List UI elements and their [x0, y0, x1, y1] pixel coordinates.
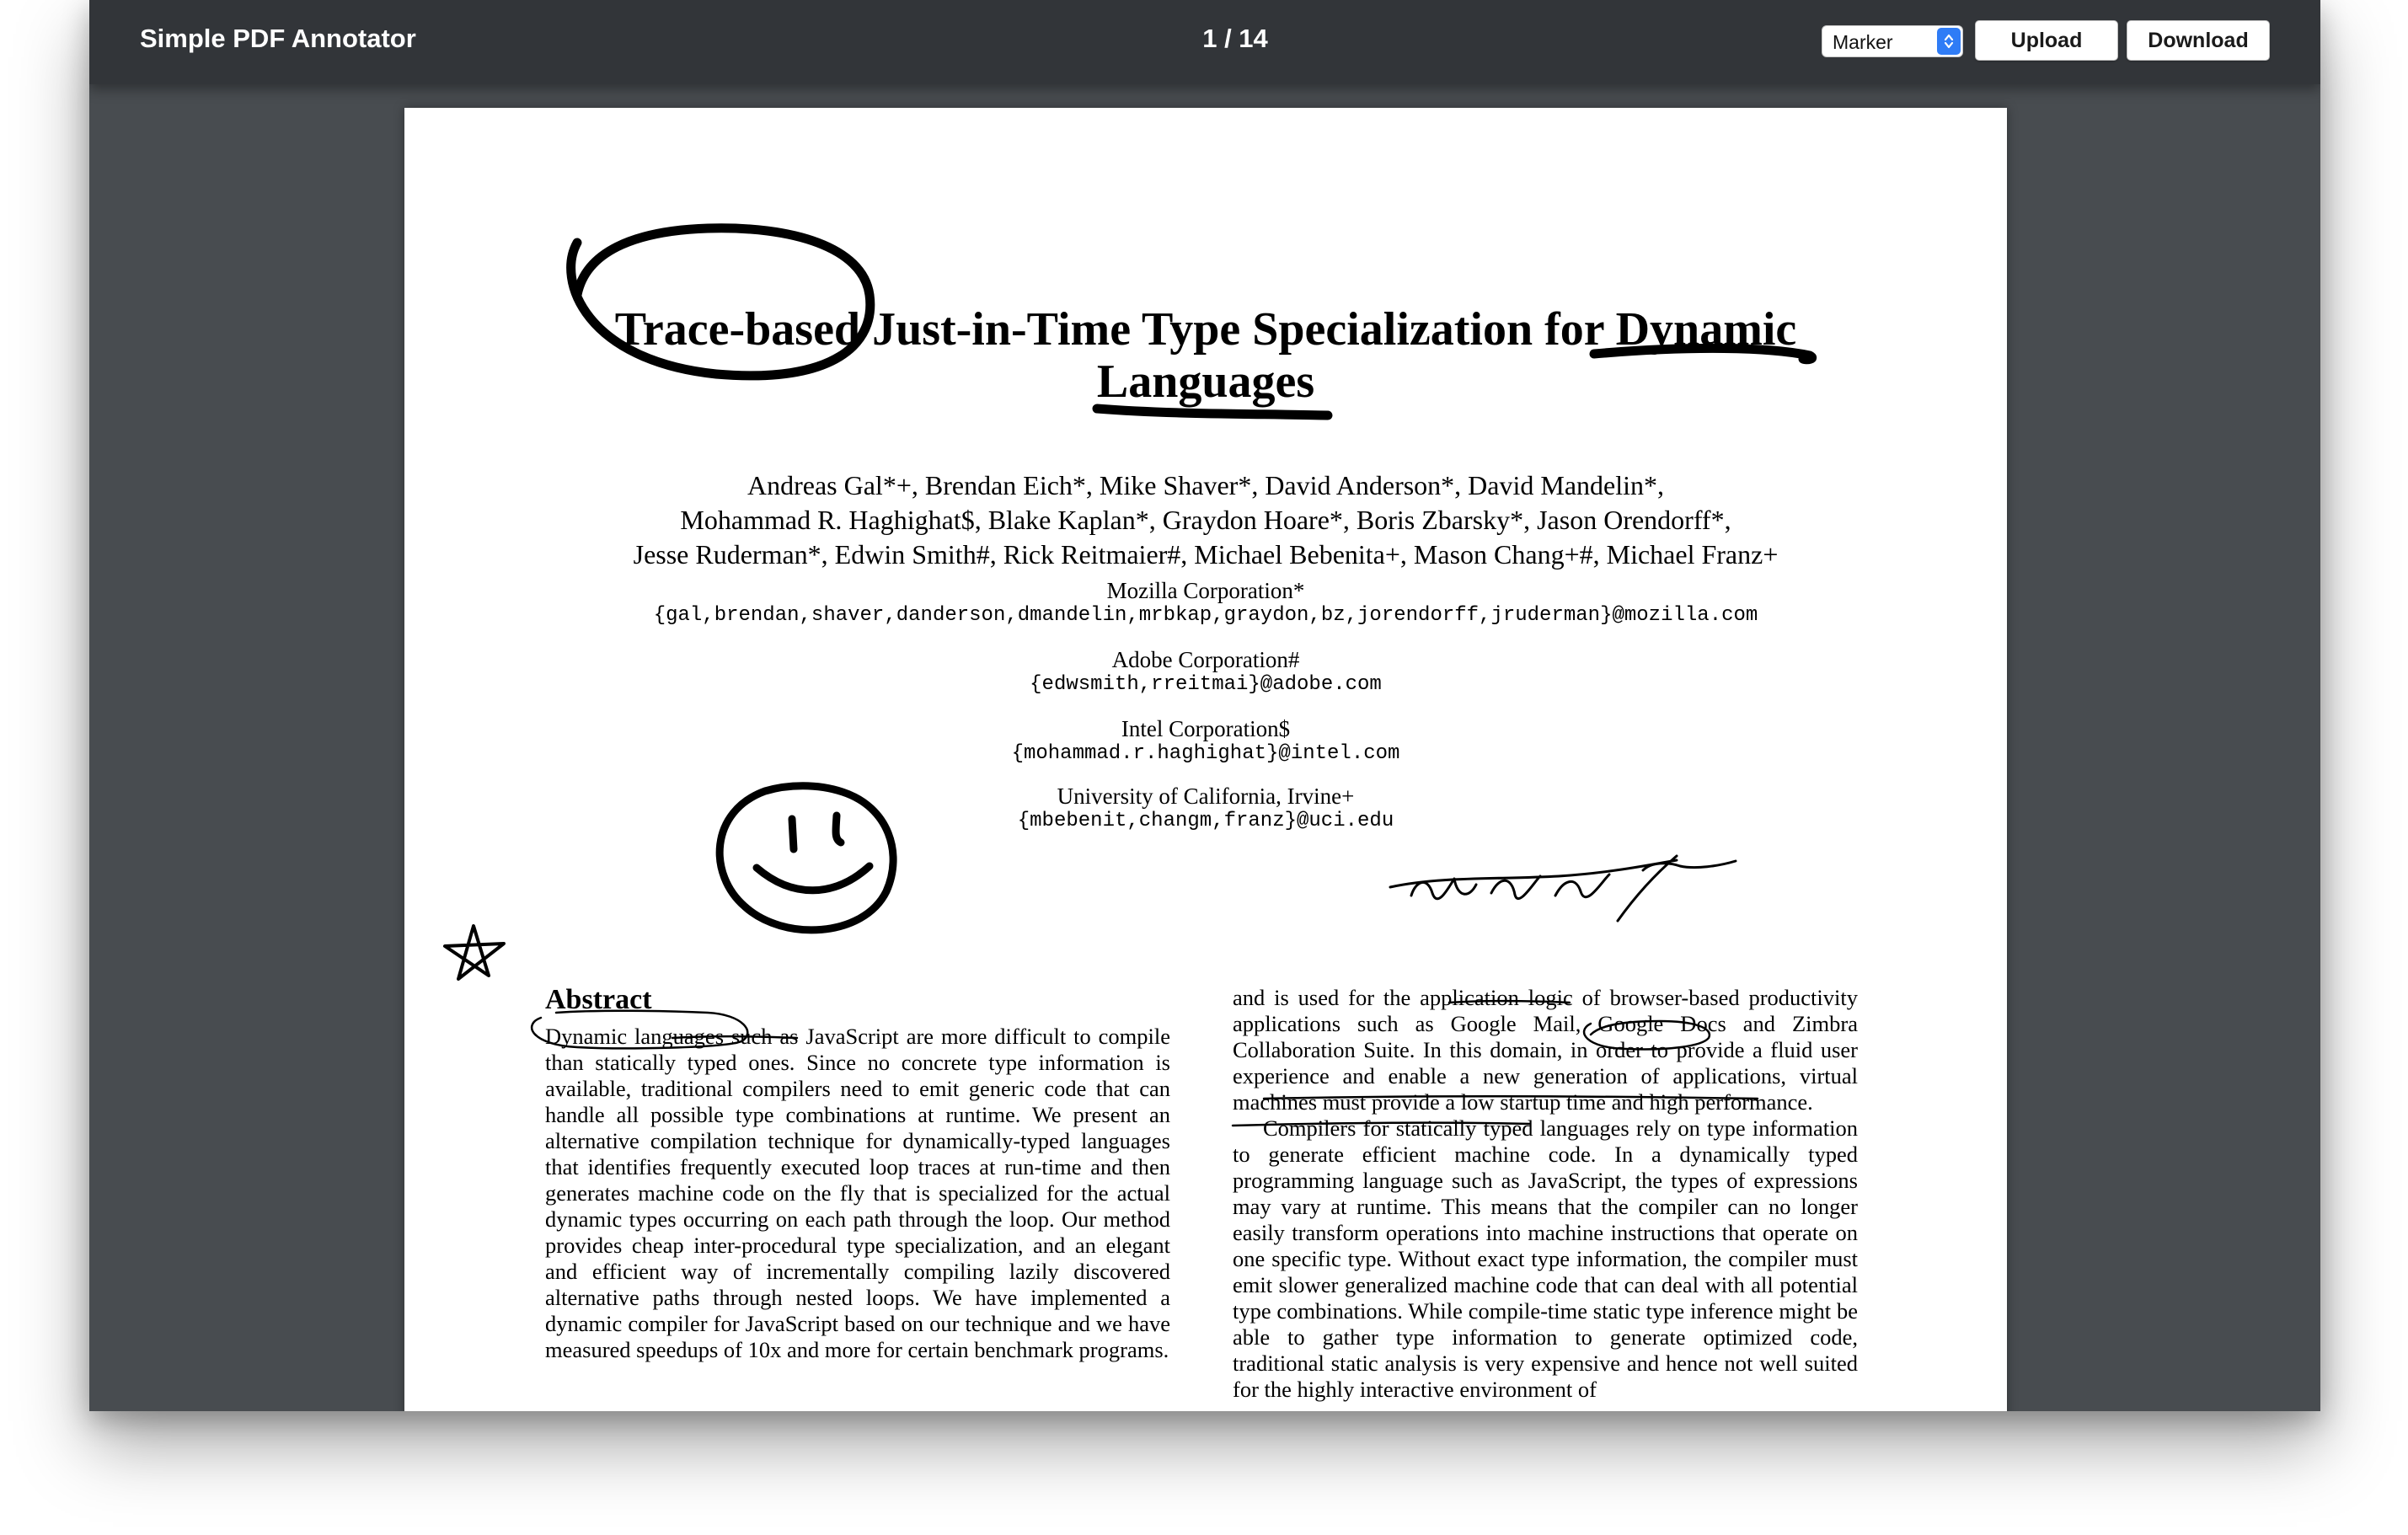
tool-select-value: Marker — [1833, 31, 1893, 53]
upload-button[interactable]: Upload — [1975, 20, 2118, 61]
author-list — [404, 468, 2007, 572]
underline-annotation — [1097, 409, 1328, 415]
affiliation-email: {mbebenit,changm,franz}@uci.edu — [1017, 810, 1394, 832]
download-button[interactable]: Download — [2127, 20, 2270, 61]
tool-select[interactable] — [1822, 25, 1963, 57]
abstract-body — [545, 1024, 1170, 1363]
toolbar — [89, 0, 2320, 84]
affiliation-email: {edwsmith,rreitmai}@adobe.com — [1030, 673, 1382, 696]
abstract-paragraph: Dynamic languages such as JavaScript are more difficult to compile than statically typed ones. Since no concrete type information is available, traditional compilers need to emit generic code that can handle all possible type combinations at runtime. We present an alternative compilation technique for dynamically-typed languages that identifies frequently executed loop traces at run-time and then generates machine code on the fly that is specialized for the actual dynamic types occurring on each path through the loop. Our method provides cheap inter-procedural type specialization, and an elegant and efficient way of incrementally compiling lazily discovered alternative paths through nested loops. We have implemented a dynamic compiler for JavaScript based on our technique and we have measured speedups of 10x and more for certain benchmark programs. — [545, 1024, 1170, 1362]
pdf-page[interactable] — [404, 108, 2007, 1411]
affiliation-name: Mozilla Corporation* — [1106, 578, 1305, 603]
right-column-body — [1233, 985, 1858, 1403]
authors-line-1: Andreas Gal*+, Brendan Eich*, Mike Shaver*, David Anderson*, David Mandelin*, — [746, 470, 1665, 500]
authors-line-2: Mohammad R. Haghighat$, Blake Kaplan*, Graydon Hoare*, Boris Zbarsky*, Jason Orendorff*, — [680, 505, 1731, 535]
star-drawing — [445, 926, 504, 979]
affiliation-name: University of California, Irvine+ — [1057, 784, 1355, 809]
paper-title — [404, 303, 2007, 408]
select-arrows-icon — [1937, 28, 1961, 55]
paper-title-line-2: Languages — [1096, 356, 1315, 408]
paper-title-line-1: Trace-based Just-in-Time Type Specialization for Dynamic — [614, 303, 1797, 356]
abstract-heading: Abstract — [545, 984, 652, 1015]
signature-drawing — [1390, 856, 1736, 921]
authors-line-3: Jesse Ruderman*, Edwin Smith#, Rick Reitmaier#, Michael Bebenita+, Mason Chang+#, Michael Franz+ — [633, 539, 1779, 570]
app-window — [89, 0, 2320, 1411]
affiliation-email: {mohammad.r.haghighat}@intel.com — [1011, 742, 1400, 765]
pdf-viewer[interactable] — [89, 84, 2320, 1411]
affiliation-email: {gal,brendan,shaver,danderson,dmandelin,mrbkap,graydon,bz,jorendorff,jruderman}@mozilla.com — [653, 604, 1758, 627]
affiliation-name: Adobe Corporation# — [1111, 647, 1300, 672]
affiliation-name: Intel Corporation$ — [1121, 716, 1291, 741]
right-paragraph-1: and is used for the application logic of browser-based productivity applications such as Google Mail, Google Docs and Zimbra Collaboration Suite. In this domain, in order to provide a fluid user experience and enable a new generation of applications, virtual machines must provide a low startup time and high performance. — [1233, 985, 1858, 1115]
right-paragraph-2: Compilers for statically typed languages rely on type information to generate efficient machine code. In a dynamically typed programming language such as JavaScript, the types of expressions may vary at runtime. This means that the compiler can no longer easily transform operations into machine instructions that operate on one specific type. Without exact type information, the compiler must emit slower generalized machine code that can deal with all potential type combinations. While compile-time static type inference might be able to gather type information to generate optimized code, traditional static analysis is very expensive and hence not well suited for the highly interactive environment of — [1233, 1115, 1858, 1402]
page-counter: 1 / 14 — [1202, 24, 1268, 53]
app-title: Simple PDF Annotator — [140, 24, 416, 53]
